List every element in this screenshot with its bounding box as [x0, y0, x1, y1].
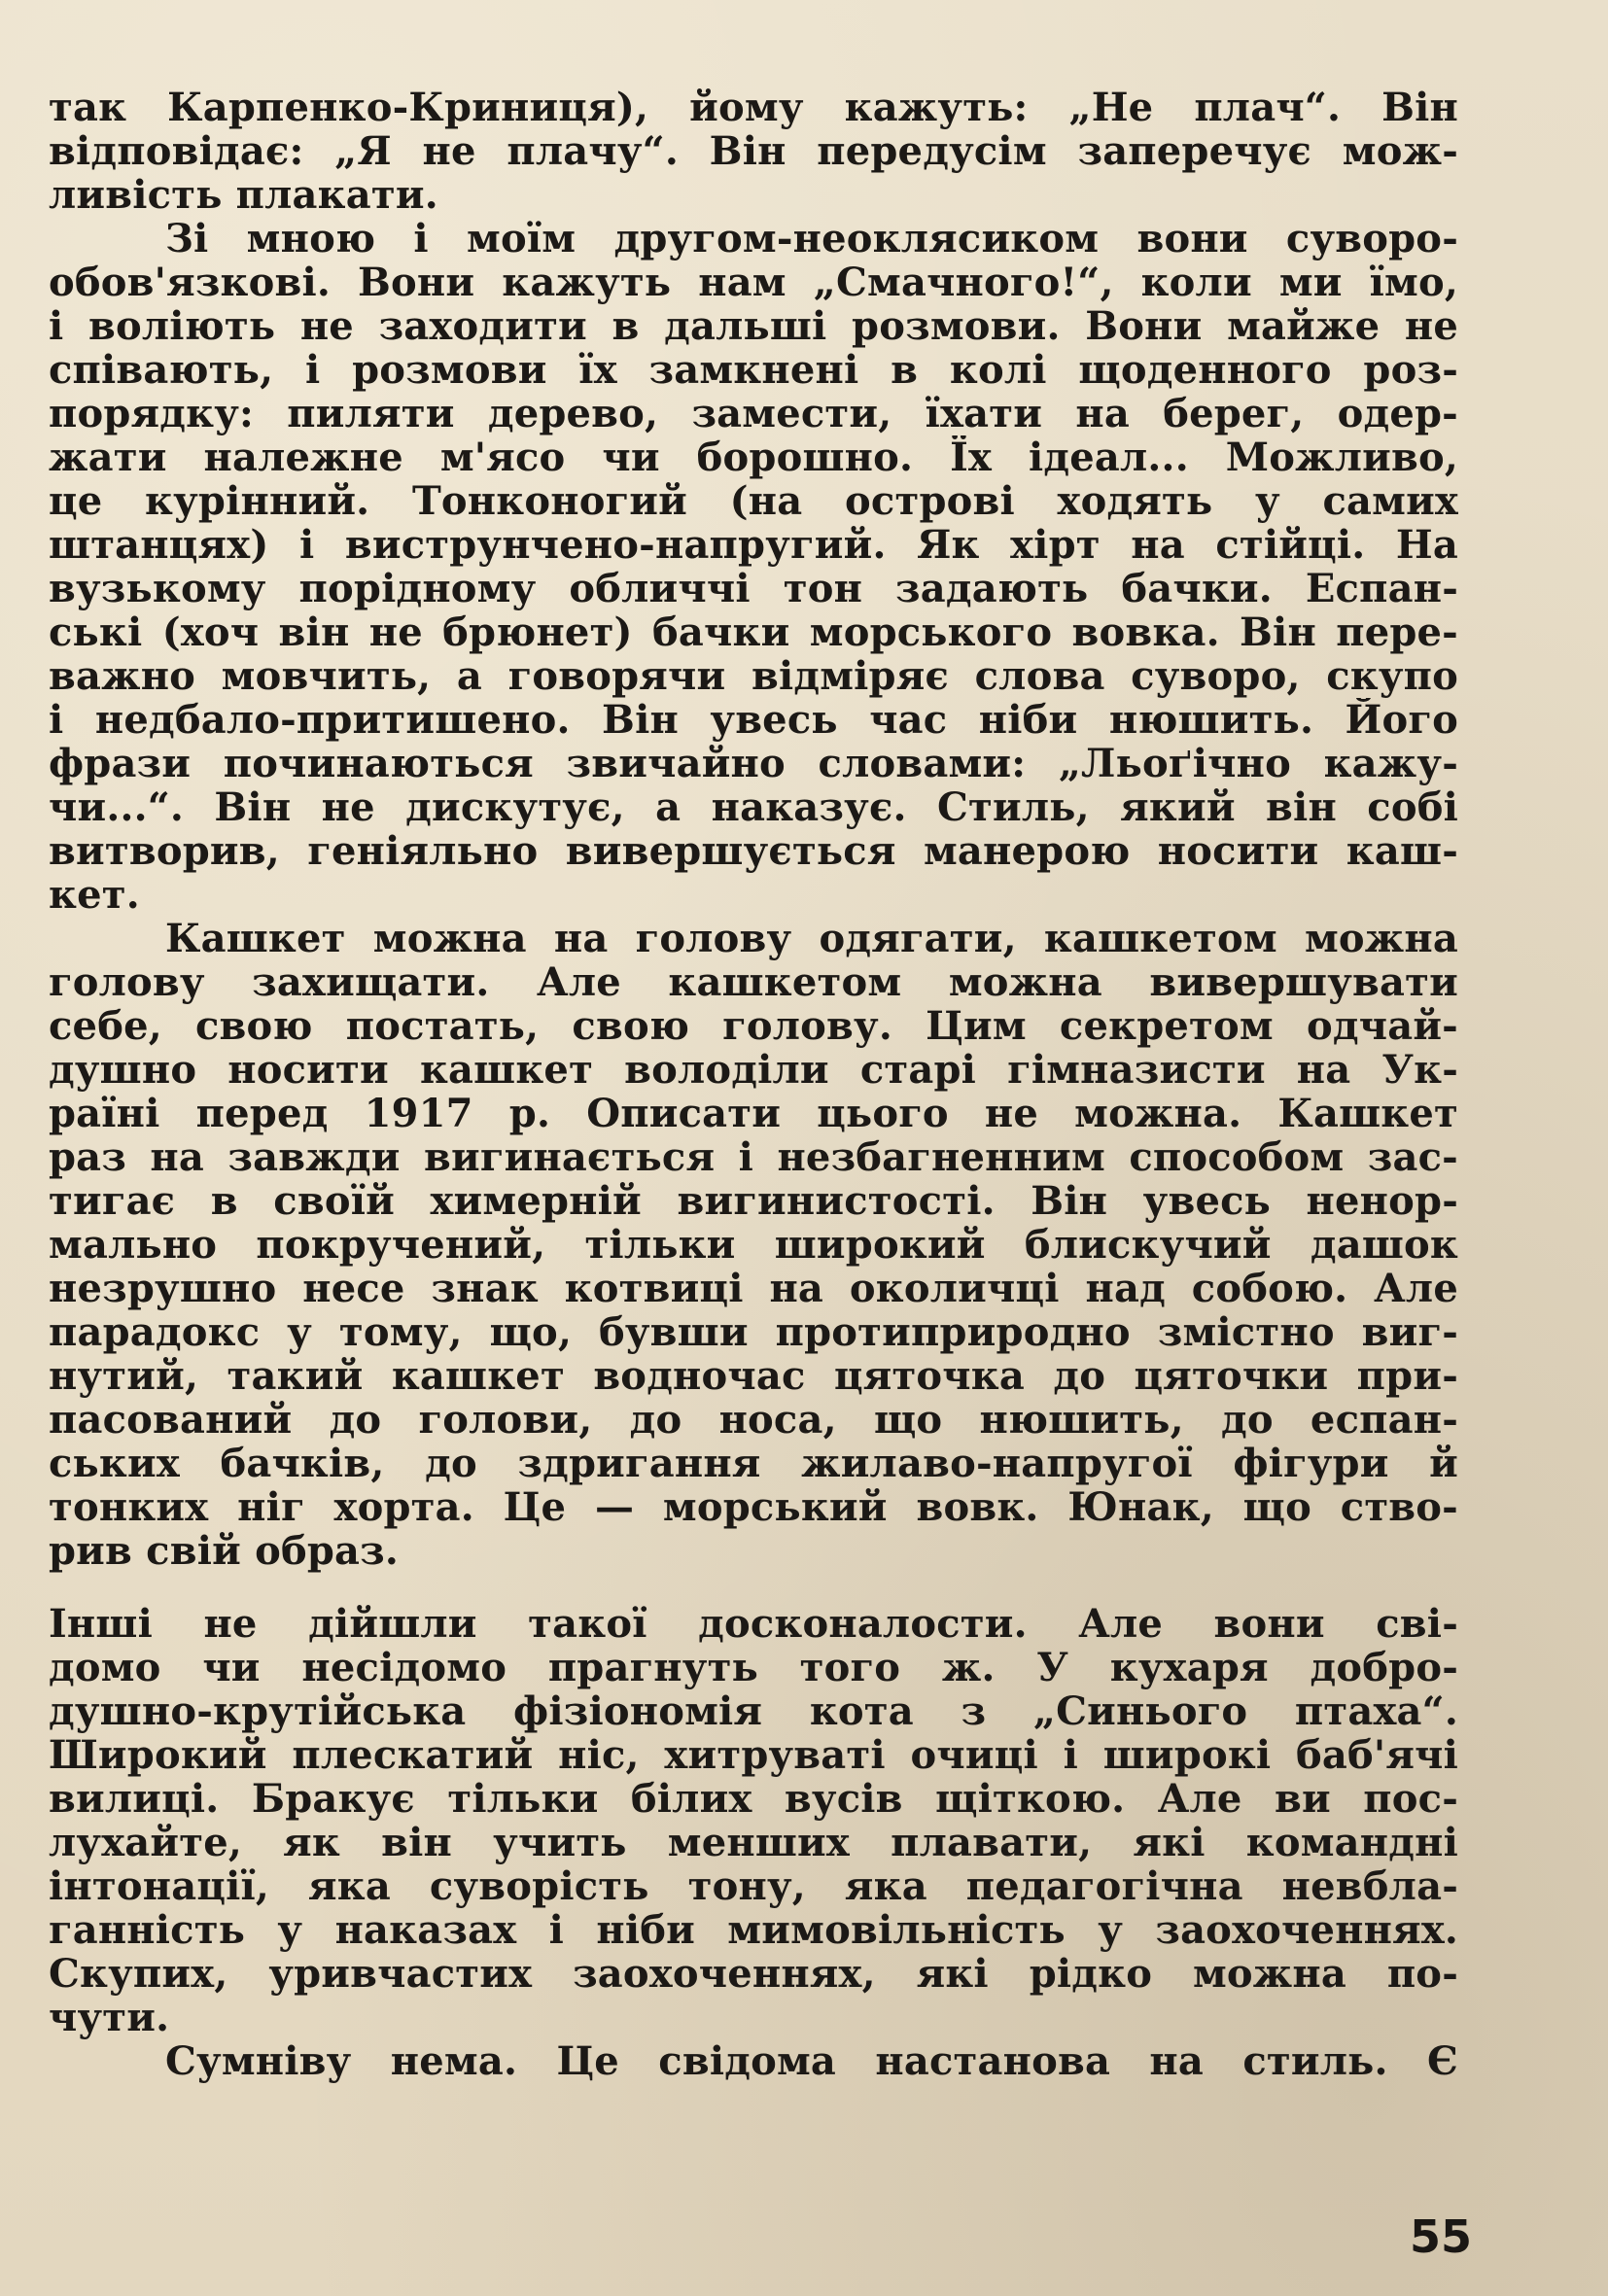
- text-line: голову захищати. Але кашкетом можна вивершувати: [49, 960, 1458, 1004]
- text-line: чи...“. Він не дискутує, а наказує. Стиль, який він собі: [49, 785, 1458, 829]
- text-line: душно-крутійська фізіономія кота з „Синього птаха“.: [49, 1689, 1458, 1733]
- text-line: Інші не дійшли такої досконалости. Але вони сві-: [49, 1602, 1458, 1646]
- text-line: співають, і розмови їх замкнені в колі щоденного роз-: [49, 348, 1458, 392]
- text-line: раїні перед 1917 р. Описати цього не можна. Кашкет: [49, 1092, 1458, 1135]
- text-line: тонких ніг хорта. Це — морський вовк. Юнак, що ство-: [49, 1485, 1458, 1529]
- text-line: Скупих, уривчастих заохоченнях, які рідко можна по-: [49, 1952, 1458, 1996]
- text-line: ські (хоч він не брюнет) бачки морського вовка. Він пере-: [49, 610, 1458, 654]
- text-line: ливість плакати.: [49, 173, 438, 217]
- text-line: витворив, геніяльно вивершується манерою носити каш-: [49, 829, 1458, 873]
- paragraph: [49, 2039, 1458, 2083]
- paragraph: [49, 1602, 1458, 2039]
- text-line: душно носити кашкет володіли старі гімназисти на Ук-: [49, 1048, 1458, 1092]
- text-line: ських бачків, до здригання жилаво-напругої фігури й: [49, 1442, 1458, 1485]
- text-line: Кашкет можна на голову одягати, кашкетом можна: [165, 917, 1458, 960]
- text-line: мально покручений, тільки широкий блискучий дашок: [49, 1223, 1458, 1267]
- text-line: інтонації, яка суворість тону, яка педагогічна невбла-: [49, 1864, 1458, 1908]
- text-line: Сумніву нема. Це свідома настанова на стиль. Є: [165, 2039, 1458, 2083]
- text-line: Широкий плескатий ніс, хитруваті очиці і широкі баб'ячі: [49, 1733, 1458, 1777]
- text-line: вузькому порідному обличчі тон задають бачки. Еспан-: [49, 567, 1458, 610]
- paragraph: [49, 217, 1458, 917]
- text-line: це курінний. Тонконогий (на острові ходять у самих: [49, 479, 1458, 523]
- text-line: Зі мною і моїм другом-неоклясиком вони суворо-: [165, 217, 1458, 261]
- text-line: чути.: [49, 1996, 170, 2039]
- text-line: себе, свою постать, свою голову. Цим секретом одчай-: [49, 1004, 1458, 1048]
- text-line: відповідає: „Я не плачу“. Він передусім заперечує мож-: [49, 129, 1458, 173]
- text-line: фрази починаються звичайно словами: „Льоґічно кажу-: [49, 742, 1458, 785]
- page-number: 55: [1409, 2210, 1472, 2263]
- text-line: ганність у наказах і ніби мимовільність у заохоченнях.: [49, 1908, 1458, 1952]
- text-line: вилиці. Бракує тільки білих вусів щіткою. Але ви пос-: [49, 1777, 1458, 1821]
- text-line: нутий, такий кашкет водночас цяточка до цяточки при-: [49, 1354, 1458, 1398]
- text-line: важно мовчить, а говорячи відміряє слова суворо, скупо: [49, 654, 1458, 698]
- text-line: порядку: пиляти дерево, замести, їхати на берег, одер-: [49, 392, 1458, 435]
- text-line: раз на завжди вигинається і незбагненним способом зас-: [49, 1135, 1458, 1179]
- text-line: і недбало-притишено. Він увесь час ніби нюшить. Його: [49, 698, 1458, 742]
- text-line: тигає в своїй химерній вигинистості. Він увесь ненор-: [49, 1179, 1458, 1223]
- paragraph-gap: [49, 1573, 1458, 1602]
- text-line: парадокс у тому, що, бувши протиприродно змістно виг-: [49, 1310, 1458, 1354]
- text-line: пасований до голови, до носа, що нюшить, до еспан-: [49, 1398, 1458, 1442]
- text-line: штанцях) і виструнчено-напругий. Як хірт на стійці. На: [49, 523, 1458, 567]
- body-text: [49, 86, 1458, 2083]
- text-line: домо чи несідомо прагнуть того ж. У кухаря добро-: [49, 1646, 1458, 1689]
- paragraph: [49, 86, 1458, 217]
- text-line: обов'язкові. Вони кажуть нам „Смачного!“, коли ми їмо,: [49, 261, 1458, 304]
- text-line: кет.: [49, 873, 140, 917]
- paragraph: [49, 917, 1458, 1573]
- text-line: жати належне м'ясо чи борошно. Їх ідеал... Можливо,: [49, 435, 1458, 479]
- text-line: рив свій образ.: [49, 1529, 399, 1573]
- text-line: і воліють не заходити в дальші розмови. Вони майже не: [49, 304, 1458, 348]
- text-line: так Карпенко-Криниця), йому кажуть: „Не плач“. Він: [49, 86, 1458, 129]
- text-line: незрушно несе знак котвиці на околичці над собою. Але: [49, 1267, 1458, 1310]
- text-line: лухайте, як він учить менших плавати, які командні: [49, 1821, 1458, 1864]
